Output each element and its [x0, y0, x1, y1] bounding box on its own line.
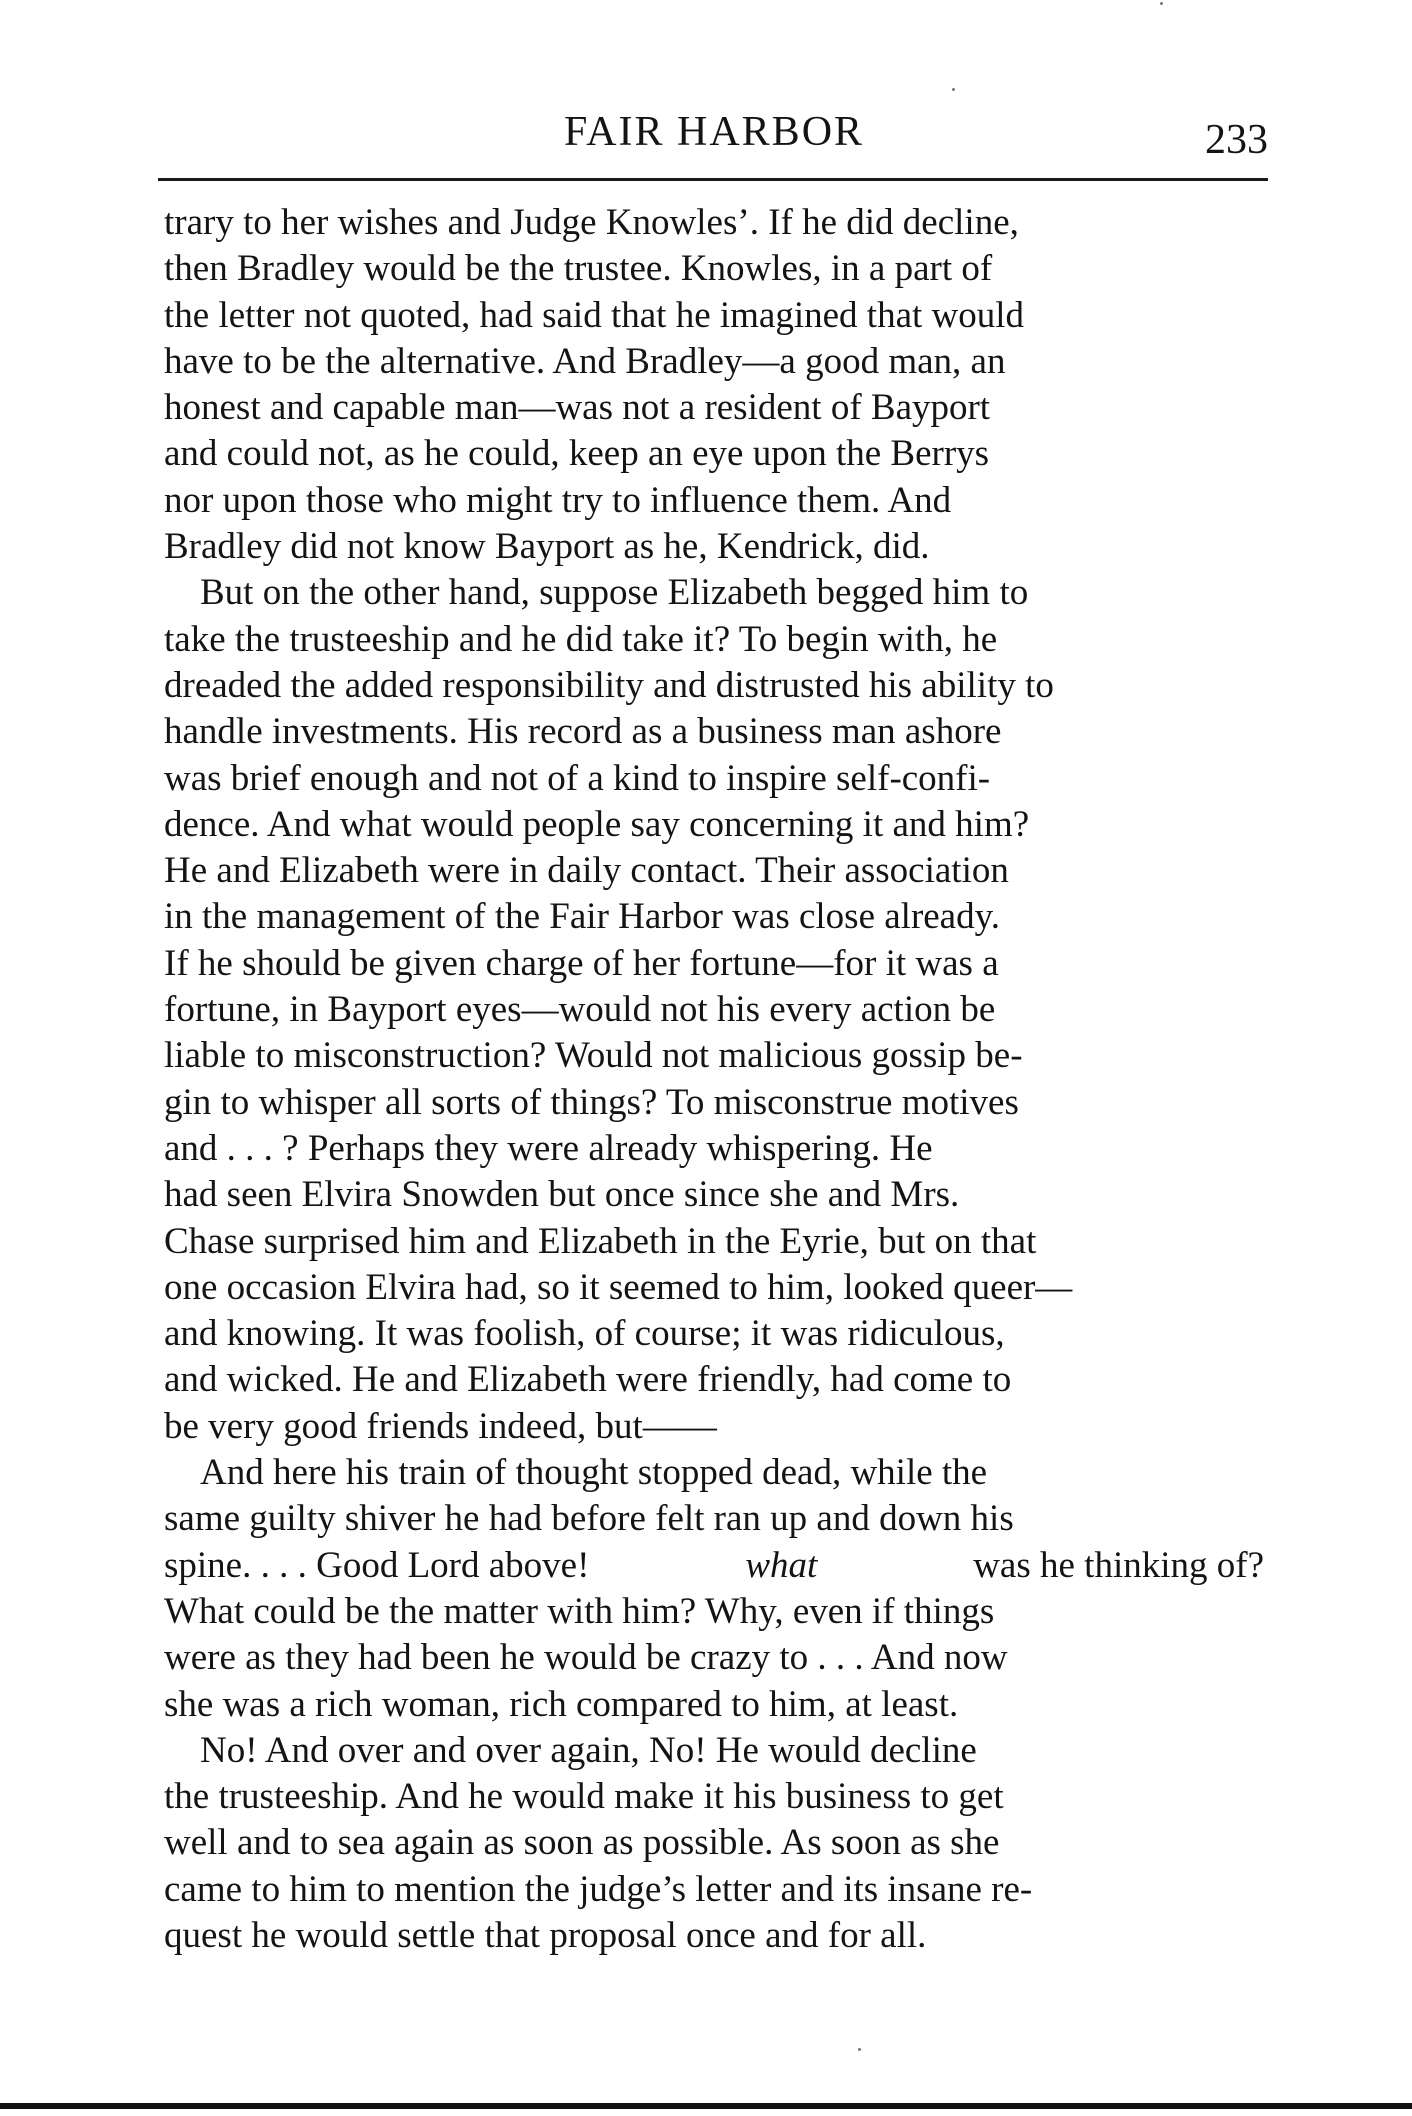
line-text: nor upon those who might try to influence them. And — [164, 479, 952, 521]
line-text: trary to her wishes and Judge Knowles’. If he did decline, — [164, 202, 1019, 243]
paragraph-first-line — [164, 570, 1264, 616]
line-text: But on the other hand, suppose Elizabeth begged him to — [200, 572, 1029, 614]
text-line — [164, 1543, 1264, 1589]
line-text: If he should be given charge of her fortune—for it was a — [164, 942, 999, 984]
body-text — [164, 200, 1264, 1980]
text-line — [164, 617, 1264, 663]
text-line — [164, 1033, 1264, 1079]
text-line — [164, 941, 1264, 987]
running-head — [160, 108, 1268, 172]
line-text: and wicked. He and Elizabeth were friendly, had come to — [164, 1359, 1012, 1401]
line-text: And here his train of thought stopped dead, while the — [200, 1452, 988, 1494]
text-line — [164, 709, 1264, 755]
text-line — [164, 848, 1264, 894]
text-line — [164, 894, 1264, 940]
text-line — [164, 1682, 1264, 1728]
text-line — [164, 1404, 1264, 1450]
scan-speck — [858, 2048, 861, 2051]
line-text: same guilty shiver he had before felt ran up and down his — [164, 1498, 1014, 1540]
line-text: and could not, as he could, keep an eye upon the Berrys — [164, 433, 990, 475]
line-text: He and Elizabeth were in daily contact. Their association — [164, 850, 1009, 892]
line-text: be very good friends indeed, but—— — [164, 1405, 717, 1447]
line-text: liable to misconstruction? Would not malicious gossip be- — [164, 1035, 1023, 1077]
line-text: and . . . ? Perhaps they were already whispering. He — [164, 1127, 933, 1169]
text-line — [164, 1820, 1264, 1866]
line-text: were as they had been he would be crazy to . . . And now — [164, 1637, 1008, 1679]
running-title: FAIR HARBOR — [563, 109, 865, 155]
text-line — [164, 1080, 1264, 1126]
text-line — [164, 802, 1264, 848]
scan-bottom-edge — [0, 2103, 1412, 2109]
line-text: No! And over and over again, No! He would decline — [200, 1729, 977, 1771]
line-text: was he thinking of? — [973, 1544, 1264, 1586]
text-line — [164, 524, 1264, 570]
scan-speck — [1160, 2, 1163, 5]
text-line — [164, 431, 1264, 477]
text-line — [164, 1265, 1264, 1311]
line-text: have to be the alternative. And Bradley—a good man, an — [164, 340, 1006, 382]
paragraph-first-line — [164, 1450, 1264, 1496]
text-line — [164, 987, 1264, 1033]
italic-word: what — [745, 1544, 818, 1586]
line-text: came to him to mention the judge’s letter and its insane re- — [164, 1868, 1033, 1910]
text-line — [164, 478, 1264, 524]
text-line — [164, 1172, 1264, 1218]
line-text: take the trusteeship and he did take it? To begin with, he — [164, 618, 998, 660]
text-line — [164, 1496, 1264, 1542]
line-text: honest and capable man—was not a resident of Bayport — [164, 387, 991, 429]
line-text: handle investments. His record as a business man ashore — [164, 711, 1002, 753]
scan-speck — [952, 88, 955, 91]
header-rule — [158, 178, 1268, 181]
line-text: spine. . . . Good Lord above! — [164, 1544, 590, 1586]
line-text: in the management of the Fair Harbor was close already. — [164, 896, 1000, 938]
text-line — [164, 1774, 1264, 1820]
line-text: fortune, in Bayport eyes—would not his every action be — [164, 989, 996, 1031]
text-line — [164, 385, 1264, 431]
text-line — [164, 339, 1264, 385]
text-line — [164, 293, 1264, 339]
line-text: was brief enough and not of a kind to inspire self-confi- — [164, 757, 991, 799]
line-text: then Bradley would be the trustee. Knowles, in a part of — [164, 248, 993, 290]
text-line — [164, 1126, 1264, 1172]
line-text: she was a rich woman, rich compared to him, at least. — [164, 1683, 959, 1725]
line-text: What could be the matter with him? Why, even if things — [164, 1590, 995, 1632]
paragraph-first-line — [164, 1728, 1264, 1774]
text-line — [164, 246, 1264, 292]
text-line — [164, 1357, 1264, 1403]
text-line — [164, 1913, 1264, 1959]
line-text: Chase surprised him and Elizabeth in the Eyrie, but on that — [164, 1220, 1037, 1262]
line-text: and knowing. It was foolish, of course; it was ridiculous, — [164, 1313, 1005, 1355]
text-line — [164, 1635, 1264, 1681]
text-line — [164, 200, 1264, 246]
line-text: well and to sea again as soon as possible. As soon as she — [164, 1822, 1000, 1864]
line-text: dreaded the added responsibility and distrusted his ability to — [164, 664, 1054, 706]
line-text: the letter not quoted, had said that he imagined that would — [164, 294, 1025, 336]
line-text: dence. And what would people say concerning it and him? — [164, 803, 1030, 845]
line-text: Bradley did not know Bayport as he, Kendrick, did. — [164, 526, 930, 568]
text-line — [164, 663, 1264, 709]
text-line — [164, 1219, 1264, 1265]
line-text: the trusteeship. And he would make it his business to get — [164, 1776, 1004, 1818]
text-line — [164, 1311, 1264, 1357]
text-line — [164, 1867, 1264, 1913]
text-line — [164, 1589, 1264, 1635]
line-text: quest he would settle that proposal once and for all. — [164, 1914, 927, 1956]
page-number: 233 — [1205, 117, 1268, 163]
line-text: gin to whisper all sorts of things? To misconstrue motives — [164, 1081, 1019, 1123]
line-text: one occasion Elvira had, so it seemed to him, looked queer— — [164, 1266, 1073, 1308]
line-text: had seen Elvira Snowden but once since she and Mrs. — [164, 1174, 960, 1216]
text-line — [164, 756, 1264, 802]
